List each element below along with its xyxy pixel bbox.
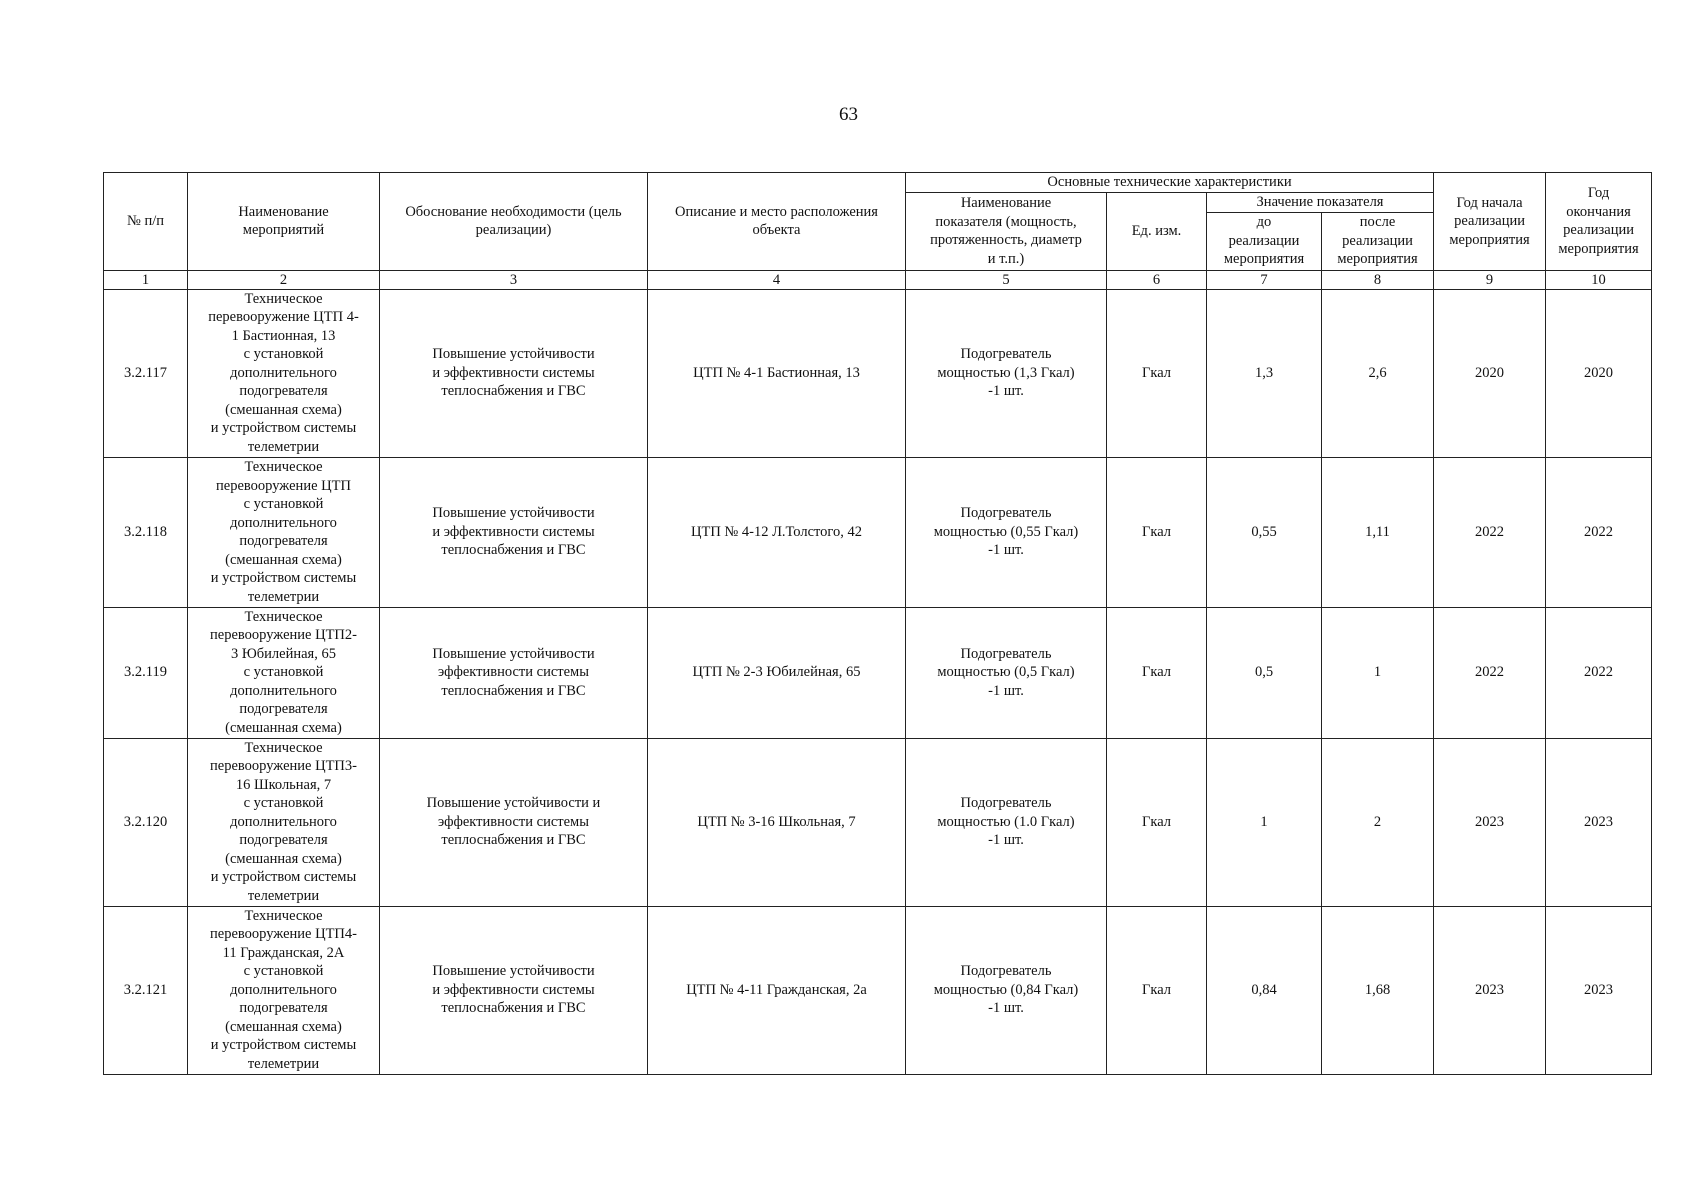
- cell-start-year: 2023: [1434, 906, 1546, 1074]
- cell-end-year: 2022: [1546, 607, 1652, 738]
- table-body: [104, 289, 1652, 1074]
- column-number: 6: [1107, 270, 1207, 289]
- cell-start-year: 2023: [1434, 738, 1546, 906]
- column-number: 10: [1546, 270, 1652, 289]
- cell-name: Техническое перевооружение ЦТП 4- 1 Бастионная, 13 с установкой дополнительного подогревателя (смешанная схема) и устройством системы телеметрии: [188, 289, 380, 457]
- cell-end-year: 2020: [1546, 289, 1652, 457]
- cell-after: 2,6: [1322, 289, 1434, 457]
- column-number: 4: [648, 270, 906, 289]
- header-start-year: Год начала реализации мероприятия: [1434, 173, 1546, 271]
- cell-indicator: Подогреватель мощностью (0,5 Гкал) -1 шт.: [906, 607, 1107, 738]
- cell-after: 2: [1322, 738, 1434, 906]
- cell-start-year: 2020: [1434, 289, 1546, 457]
- column-number: 1: [104, 270, 188, 289]
- cell-indicator: Подогреватель мощностью (0,55 Гкал) -1 шт.: [906, 457, 1107, 607]
- table-row: [104, 607, 1652, 738]
- header-name: Наименование мероприятий: [188, 173, 380, 271]
- column-number: 5: [906, 270, 1107, 289]
- cell-num: 3.2.118: [104, 457, 188, 607]
- header-reason: Обоснование необходимости (цель реализации): [380, 173, 648, 271]
- column-number: 8: [1322, 270, 1434, 289]
- column-number: 3: [380, 270, 648, 289]
- cell-location: ЦТП № 4-1 Бастионная, 13: [648, 289, 906, 457]
- header-after: после реализации мероприятия: [1322, 212, 1434, 270]
- cell-indicator: Подогреватель мощностью (0,84 Гкал) -1 шт.: [906, 906, 1107, 1074]
- cell-location: ЦТП № 2-3 Юбилейная, 65: [648, 607, 906, 738]
- cell-name: Техническое перевооружение ЦТП2- 3 Юбилейная, 65 с установкой дополнительного подогревателя (смешанная схема): [188, 607, 380, 738]
- cell-name: Техническое перевооружение ЦТП4- 11 Гражданская, 2А с установкой дополнительного подогревателя (смешанная схема) и устройством системы телеметрии: [188, 906, 380, 1074]
- column-number-row: [104, 270, 1652, 289]
- header-tech-group: Основные технические характеристики: [906, 173, 1434, 193]
- cell-before: 1: [1207, 738, 1322, 906]
- header-location: Описание и место расположения объекта: [648, 173, 906, 271]
- cell-num: 3.2.120: [104, 738, 188, 906]
- cell-end-year: 2022: [1546, 457, 1652, 607]
- header-unit: Ед. изм.: [1107, 193, 1207, 271]
- column-number: 7: [1207, 270, 1322, 289]
- cell-location: ЦТП № 4-12 Л.Толстого, 42: [648, 457, 906, 607]
- cell-after: 1: [1322, 607, 1434, 738]
- cell-num: 3.2.119: [104, 607, 188, 738]
- header-before: до реализации мероприятия: [1207, 212, 1322, 270]
- table-row: [104, 289, 1652, 457]
- cell-indicator: Подогреватель мощностью (1.0 Гкал) -1 шт.: [906, 738, 1107, 906]
- page-number: 63: [839, 104, 858, 125]
- cell-location: ЦТП № 4-11 Гражданская, 2а: [648, 906, 906, 1074]
- table-header: [104, 173, 1652, 290]
- cell-reason: Повышение устойчивости и эффективности системы теплоснабжения и ГВС: [380, 289, 648, 457]
- header-num: № п/п: [104, 173, 188, 271]
- cell-location: ЦТП № 3-16 Школьная, 7: [648, 738, 906, 906]
- cell-num: 3.2.121: [104, 906, 188, 1074]
- cell-before: 0,84: [1207, 906, 1322, 1074]
- cell-unit: Гкал: [1107, 738, 1207, 906]
- cell-name: Техническое перевооружение ЦТП с установкой дополнительного подогревателя (смешанная схема) и устройством системы телеметрии: [188, 457, 380, 607]
- cell-unit: Гкал: [1107, 457, 1207, 607]
- table-row: [104, 457, 1652, 607]
- cell-unit: Гкал: [1107, 906, 1207, 1074]
- cell-start-year: 2022: [1434, 607, 1546, 738]
- cell-unit: Гкал: [1107, 607, 1207, 738]
- cell-num: 3.2.117: [104, 289, 188, 457]
- column-number: 2: [188, 270, 380, 289]
- table-row: [104, 906, 1652, 1074]
- cell-before: 0,55: [1207, 457, 1322, 607]
- cell-before: 0,5: [1207, 607, 1322, 738]
- cell-indicator: Подогреватель мощностью (1,3 Гкал) -1 шт.: [906, 289, 1107, 457]
- cell-end-year: 2023: [1546, 906, 1652, 1074]
- measures-table: [103, 172, 1652, 1075]
- cell-name: Техническое перевооружение ЦТП3- 16 Школьная, 7 с установкой дополнительного подогревателя (смешанная схема) и устройством системы телеметрии: [188, 738, 380, 906]
- cell-after: 1,68: [1322, 906, 1434, 1074]
- header-end-year: Год окончания реализации мероприятия: [1546, 173, 1652, 271]
- cell-before: 1,3: [1207, 289, 1322, 457]
- cell-unit: Гкал: [1107, 289, 1207, 457]
- cell-reason: Повышение устойчивости и эффективности системы теплоснабжения и ГВС: [380, 457, 648, 607]
- table-row: [104, 738, 1652, 906]
- cell-reason: Повышение устойчивости и эффективности системы теплоснабжения и ГВС: [380, 738, 648, 906]
- header-indicator-name: Наименование показателя (мощность, протяженность, диаметр и т.п.): [906, 193, 1107, 271]
- cell-start-year: 2022: [1434, 457, 1546, 607]
- column-number: 9: [1434, 270, 1546, 289]
- cell-end-year: 2023: [1546, 738, 1652, 906]
- cell-reason: Повышение устойчивости и эффективности системы теплоснабжения и ГВС: [380, 906, 648, 1074]
- cell-reason: Повышение устойчивости эффективности системы теплоснабжения и ГВС: [380, 607, 648, 738]
- header-value-group: Значение показателя: [1207, 193, 1434, 213]
- cell-after: 1,11: [1322, 457, 1434, 607]
